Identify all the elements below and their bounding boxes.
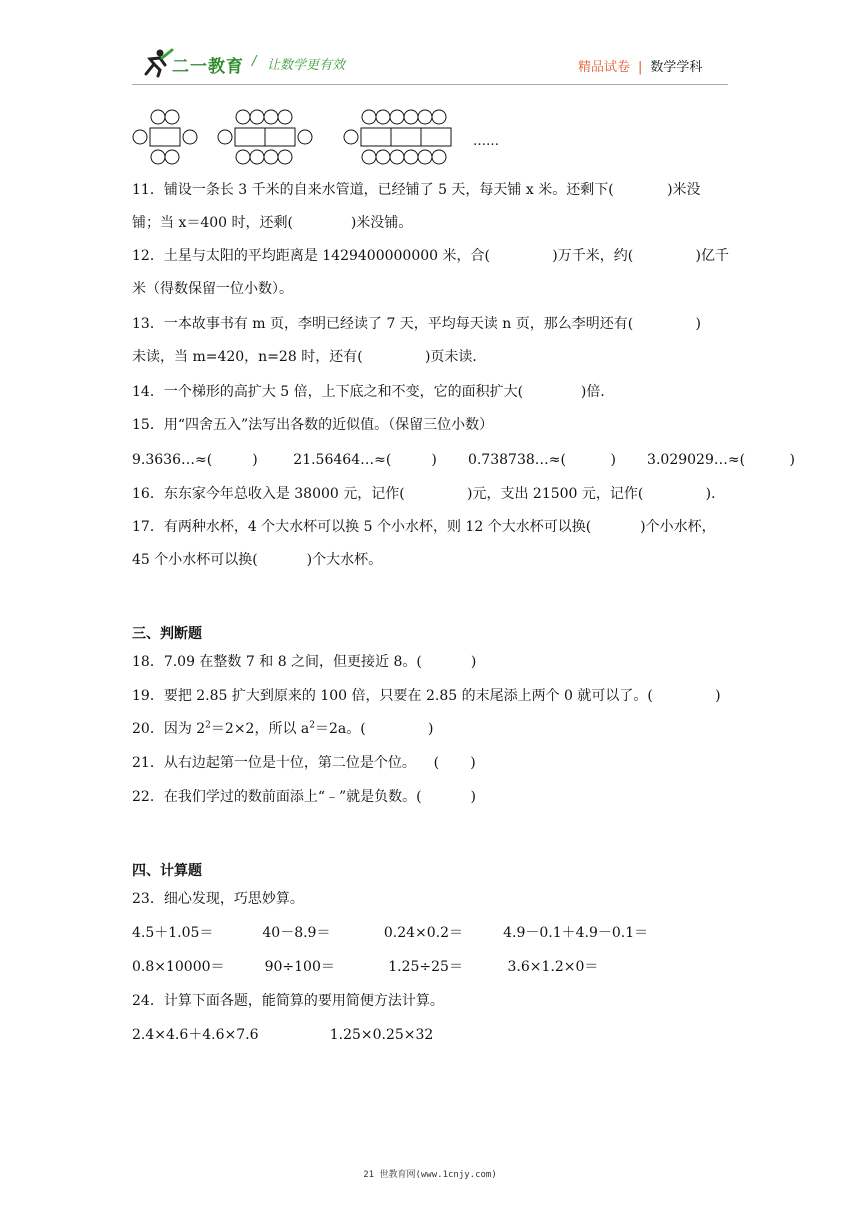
q16-line: 16．东东家今年总收入是 38000 元，记作( )元，支出 21500 元，记作( )． [132,486,726,502]
tables-chairs-diagram [132,104,512,168]
q20-part1: 20．因为 2 [132,721,206,737]
header-tags [578,56,702,75]
q23-line: 23．细心发现，巧思妙算。 [132,891,304,907]
q24-line: 24．计算下面各题，能简算的要用简便方法计算。 [132,993,444,1009]
header-divider [132,84,728,85]
q23-row2: 0.8×10000＝ 90÷100＝ 1.25÷25＝ 3.6×1.2×0＝ [132,959,599,975]
q20-part2: ＝2×2，所以 a [210,721,310,737]
tag-subject: 数学学科 [650,60,703,75]
slogan: 让数学更有效 [267,58,346,73]
page-footer: 21 世教育网(www.1cnjy.com) [363,1170,497,1180]
tag-quality: 精品试卷 [578,60,631,75]
logo-text: 二一教育 [172,57,244,77]
q15-line: 15．用“四舍五入”法写出各数的近似值。（保留三位小数） [132,417,494,433]
q15-values: 9.3636…≈( ) 21.56464…≈( ) 0.738738…≈( ) 3.029029…≈( ) [132,452,796,468]
q19-line: 19．要把 2.85 扩大到原来的 100 倍，只要在 2.85 的末尾添上两个 0 就可以了。( ) [132,688,721,704]
q20-line [132,719,433,739]
q13-line2: 未读，当 m=420，n=28 时，还有( )页未读． [132,349,487,365]
q14-line: 14．一个梯形的高扩大 5 倍，上下底之和不变，它的面积扩大( )倍． [132,384,615,400]
q23-row1: 4.5＋1.05＝ 40－8.9＝ 0.24×0.2＝ 4.9－0.1＋4.9－0.1＝ [132,925,649,941]
q20-exponent1: 2 [205,720,211,731]
section-judgement-title: 三、判断题 [132,626,202,642]
q21-line: 21．从右边起第一位是十位，第二位是个位。 ( ) [132,755,476,771]
tables-figure [132,104,512,168]
q22-line: 22．在我们学过的数前面添上“﹣”就是负数。( ) [132,789,477,805]
q24-row: 2.4×4.6＋4.6×7.6 1.25×0.25×32 [132,1027,434,1043]
q18-line: 18．7.09 在整数 7 和 8 之间，但更接近 8。( ) [132,654,477,670]
q11-line1: 11．铺设一条长 3 千米的自来水管道，已经铺了 5 天，每天铺 x 米。还剩下( )米没 [132,182,701,198]
section-calculation-title: 四、计算题 [132,863,202,879]
q17-line1: 17．有两种水杯，4 个大水杯可以换 5 个小水杯，则 12 个大水杯可以换( )个小水杯， [132,519,716,535]
q12-line1: 12．土星与太阳的平均距离是 1429400000000 米，合( )万千米，约( )亿千 [132,248,729,264]
q12-line2: 米（得数保留一位小数）。 [132,281,293,297]
runner-logo-icon [138,48,174,78]
page-header [132,48,732,82]
q17-line2: 45 个小水杯可以换( )个大水杯。 [132,552,383,568]
figure-ellipsis: …… [473,134,499,149]
q20-exponent2: 2 [309,720,315,731]
tag-separator: | [638,60,643,75]
slogan-separator: / [252,54,257,69]
q13-line1: 13．一本故事书有 m 页，李明已经读了 7 天，平均每天读 n 页，那么李明还有( ) [132,316,701,332]
q11-line2: 铺；当 x＝400 时，还剩( )米没铺。 [132,215,413,231]
q20-part3: ＝2a。( ) [314,721,434,737]
